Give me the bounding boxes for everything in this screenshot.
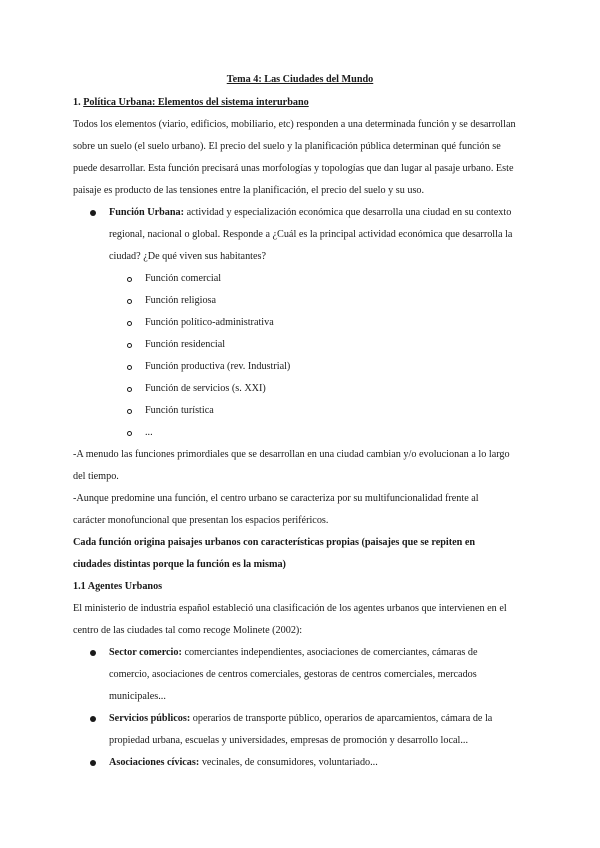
section-heading-text: Política Urbana: Elementos del sistema interurbano (83, 97, 309, 108)
funcion-list-item: Función político-administrativa (145, 317, 274, 328)
bullet-icon (90, 210, 96, 216)
agente-line: municipales... (109, 691, 166, 702)
circle-bullet-icon (127, 409, 132, 414)
funcion-list-item: ... (145, 427, 153, 438)
paragraph-line: puede desarrollar. Esta función precisará unas morfologías y topologías que dan lugar al pasaje urbano. Este (73, 163, 514, 174)
bold-statement-line: Cada función origina paisajes urbanos con características propias (paisajes que se repiten en (73, 537, 476, 548)
agente-line: propiedad urbana, escuelas y universidades, empresas de promoción y desarrollo local... (109, 735, 468, 746)
section-number: 1. (73, 97, 81, 108)
note-line: carácter monofuncional que presentan los espacios periféricos. (73, 515, 329, 526)
term-text: vecinales, de consumidores, voluntariado... (199, 757, 378, 768)
agente-line: comercio, asociaciones de centros comerciales, gestoras de centros comerciales, mercados (109, 669, 477, 680)
funcion-urbana-line: regional, nacional o global. Responde a ¿Cuál es la principal actividad económica que desarrolla la (109, 229, 513, 240)
circle-bullet-icon (127, 431, 132, 436)
page-title: Tema 4: Las Ciudades del Mundo (226, 74, 374, 85)
funcion-list-item: Función turística (145, 405, 214, 416)
bullet-icon (90, 760, 96, 766)
term-label: Sector comercio: (109, 647, 182, 658)
bold-statement-line: ciudades distintas porque la función es la misma) (73, 559, 286, 570)
term-label: Asociaciones cívicas: (109, 757, 200, 768)
circle-bullet-icon (127, 343, 132, 348)
note-line: -Aunque predomine una función, el centro urbano se caracteriza por su multifuncionalidad frente al (73, 493, 479, 504)
term-text: operarios de transporte público, operarios de aparcamientos, cámara de la (190, 713, 493, 724)
paragraph-line: paisaje es producto de las tensiones entre la planificación, el precio del suelo y su uso. (73, 185, 425, 196)
funcion-list-item: Función productiva (rev. Industrial) (145, 361, 291, 372)
term-text: actividad y especialización económica que desarrolla una ciudad en su contexto (184, 207, 512, 218)
funcion-urbana-line: ciudad? ¿De qué viven sus habitantes? (109, 251, 267, 262)
paragraph-line: Todos los elementos (viario, edificios, mobiliario, etc) responden a una determinada función y se desarrollan (73, 119, 516, 130)
term-text: comerciantes independientes, asociaciones de comerciantes, cámaras de (181, 647, 478, 658)
funcion-list-item: Función de servicios (s. XXI) (145, 383, 266, 394)
note-line: del tiempo. (73, 471, 119, 482)
circle-bullet-icon (127, 365, 132, 370)
agente-line (109, 646, 550, 660)
intro-line: centro de las ciudades tal como recoge Molinete (2002): (73, 625, 303, 636)
circle-bullet-icon (127, 277, 132, 282)
circle-bullet-icon (127, 387, 132, 392)
paragraph-line: sobre un suelo (el suelo urbano). El precio del suelo y la planificación pública determinan qué función se (73, 141, 501, 152)
funcion-list-item: Función comercial (145, 273, 222, 284)
agente-line (109, 712, 550, 726)
circle-bullet-icon (127, 299, 132, 304)
term-label: Función Urbana: (109, 207, 185, 218)
bullet-icon (90, 716, 96, 722)
agente-line (109, 756, 550, 770)
note-line: -A menudo las funciones primordiales que se desarrollan en una ciudad cambian y/o evolucionan a lo largo (73, 449, 510, 460)
funcion-urbana-line (109, 206, 550, 220)
funcion-list-item: Función residencial (145, 339, 226, 350)
circle-bullet-icon (127, 321, 132, 326)
section-1-heading (73, 96, 550, 110)
intro-line: El ministerio de industria español estableció una clasificación de los agentes urbanos que intervienen en el (73, 603, 507, 614)
funcion-list-item: Función religiosa (145, 295, 217, 306)
bullet-icon (90, 650, 96, 656)
section-1-1-heading: 1.1 Agentes Urbanos (73, 581, 163, 592)
term-label: Servicios públicos: (109, 713, 191, 724)
